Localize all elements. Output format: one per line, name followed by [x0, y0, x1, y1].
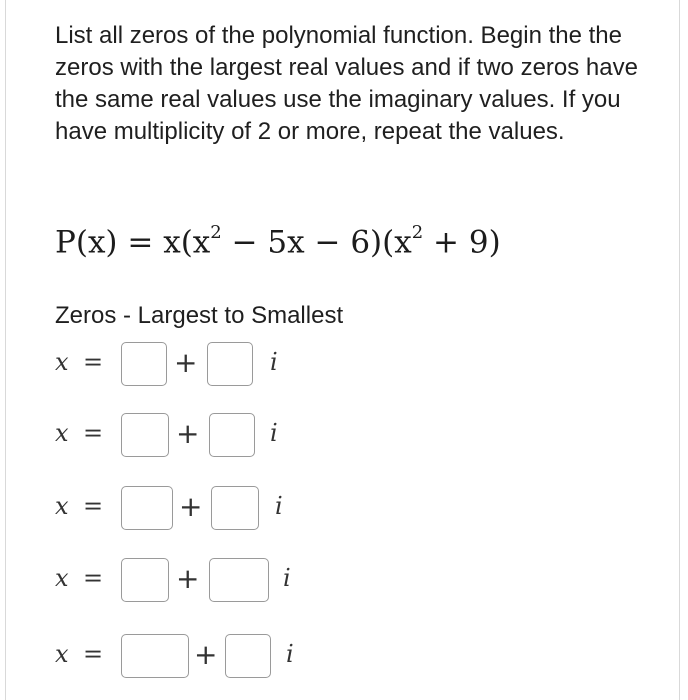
- question-instructions: List all zeros of the polynomial function. Begin the the zeros with the largest real values and if two zeros have the same real values use the imaginary values. If you have multiplicity of 2 or more, repeat the values.: [55, 22, 638, 145]
- real-part-input-4[interactable]: [121, 558, 169, 602]
- imaginary-unit-label: i: [270, 419, 278, 447]
- imaginary-part-input-2[interactable]: [209, 413, 255, 457]
- zero-row-2: [55, 413, 375, 463]
- plus-sign: +: [174, 346, 198, 379]
- variable-label: x: [55, 640, 69, 668]
- equation-equals: =: [127, 224, 154, 261]
- plus-sign: +: [194, 638, 218, 671]
- equals-sign: =: [83, 564, 104, 592]
- imaginary-unit-label: i: [286, 640, 294, 668]
- equation-lhs: P(x): [55, 224, 118, 261]
- variable-label: x: [55, 419, 69, 447]
- equation-exponent-1: 2: [210, 222, 222, 243]
- imaginary-unit-label: i: [283, 564, 291, 592]
- left-border: [5, 0, 6, 700]
- zeros-title: Zeros - Largest to Smallest: [55, 302, 344, 329]
- equation-rhs-suffix: + 9): [423, 224, 501, 261]
- equals-sign: =: [83, 640, 104, 668]
- imaginary-part-input-1[interactable]: [207, 342, 253, 386]
- zero-row-3: [55, 486, 375, 536]
- real-part-input-2[interactable]: [121, 413, 169, 457]
- plus-sign: +: [179, 490, 203, 523]
- polynomial-equation: [55, 214, 501, 264]
- imaginary-part-input-5[interactable]: [225, 634, 271, 678]
- zero-row-5: [55, 634, 375, 684]
- equals-sign: =: [83, 492, 104, 520]
- imaginary-part-input-3[interactable]: [211, 486, 259, 530]
- zero-row-4: [55, 558, 375, 608]
- plus-sign: +: [176, 562, 200, 595]
- equation-rhs-prefix: x(x: [163, 224, 211, 261]
- imaginary-unit-label: i: [275, 492, 283, 520]
- real-part-input-3[interactable]: [121, 486, 173, 530]
- imaginary-unit-label: i: [270, 348, 278, 376]
- equals-sign: =: [83, 348, 104, 376]
- plus-sign: +: [176, 417, 200, 450]
- zero-row-1: [55, 342, 375, 392]
- real-part-input-5[interactable]: [121, 634, 189, 678]
- variable-label: x: [55, 492, 69, 520]
- imaginary-part-input-4[interactable]: [209, 558, 269, 602]
- right-border: [679, 0, 680, 700]
- equals-sign: =: [83, 419, 104, 447]
- equation-rhs-middle: − 5x − 6)(x: [221, 224, 412, 261]
- equation-exponent-2: 2: [411, 222, 424, 243]
- variable-label: x: [55, 564, 69, 592]
- real-part-input-1[interactable]: [121, 342, 167, 386]
- variable-label: x: [55, 348, 69, 376]
